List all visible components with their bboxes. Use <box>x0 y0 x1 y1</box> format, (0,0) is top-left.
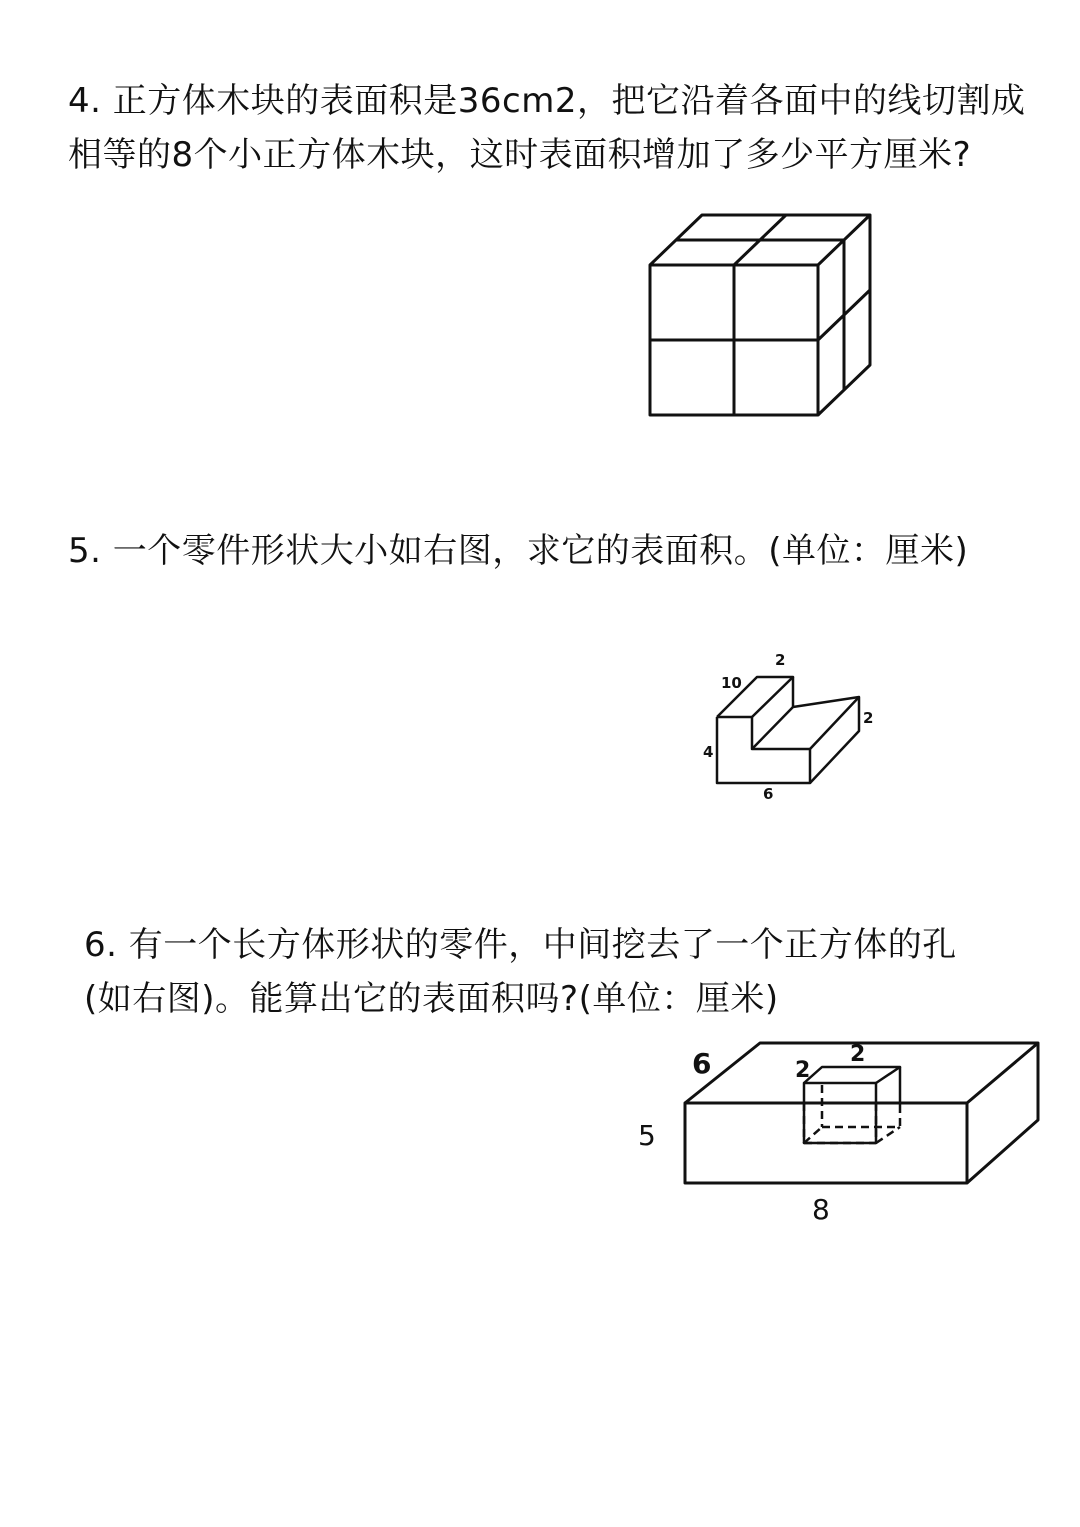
label-top-2: 2 <box>775 651 786 669</box>
label-bottom-6: 6 <box>763 785 774 803</box>
question-4-line-2: 相等的8个小正方体木块，这时表面积增加了多少平方厘米? <box>68 135 972 175</box>
label-length-8: 8 <box>812 1193 830 1226</box>
label-depth-10: 10 <box>721 674 742 692</box>
question-4-line-1: 4. 正方体木块的表面积是36cm2，把它沿着各面中的线切割成 <box>68 81 1026 121</box>
label-hole-side-a: 2 <box>795 1058 811 1083</box>
label-depth-6: 6 <box>692 1047 712 1080</box>
question-5-line-1: 5. 一个零件形状大小如右图，求它的表面积。(单位：厘米) <box>68 531 969 571</box>
question-6-line-2: (如右图)。能算出它的表面积吗?(单位：厘米) <box>84 979 779 1019</box>
label-height-4: 4 <box>703 743 714 761</box>
cube-grid-figure <box>640 205 880 425</box>
label-right-2: 2 <box>863 709 874 727</box>
label-height-5: 5 <box>638 1119 656 1152</box>
cuboid-with-hole-figure <box>630 1035 1050 1235</box>
l-shaped-part-figure <box>695 645 890 805</box>
question-6-line-1: 6. 有一个长方体形状的零件，中间挖去了一个正方体的孔 <box>84 925 957 965</box>
label-hole-side-b: 2 <box>850 1042 866 1067</box>
